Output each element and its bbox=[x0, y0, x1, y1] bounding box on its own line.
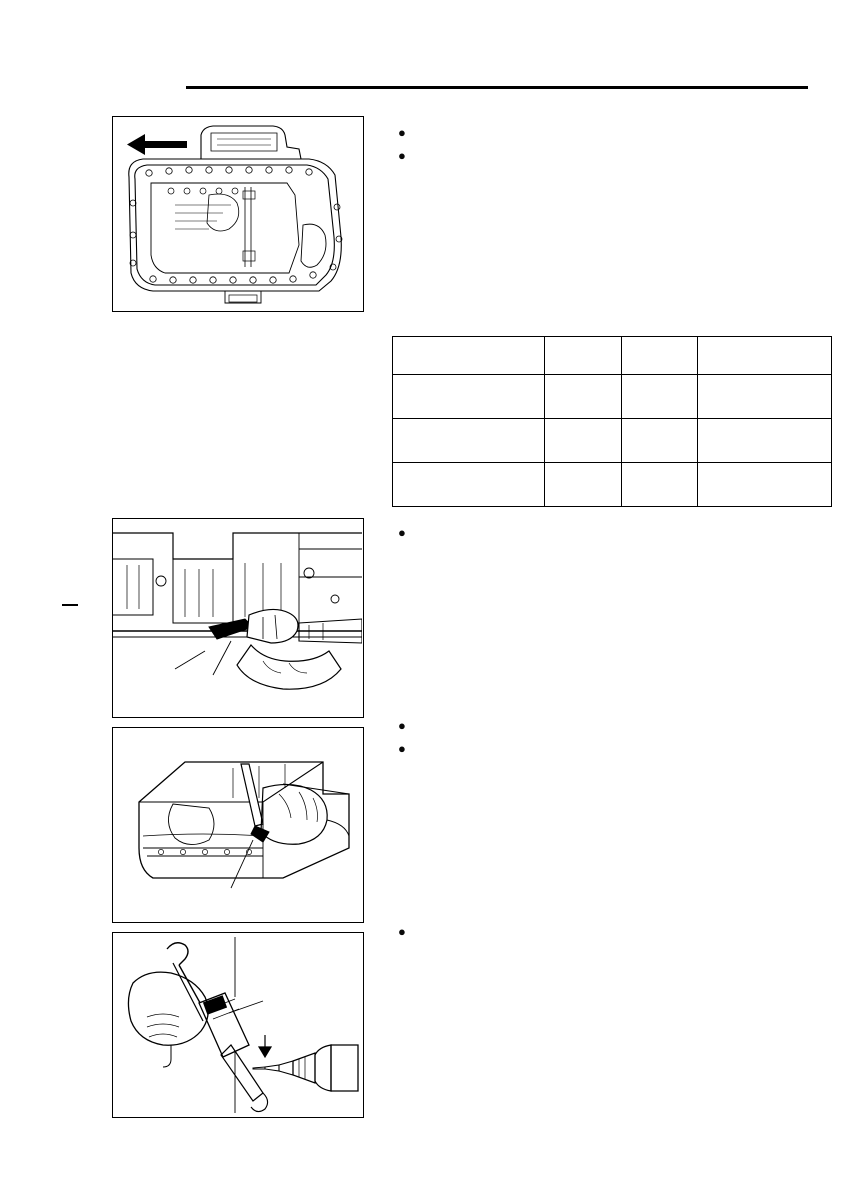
table-row bbox=[393, 375, 832, 419]
cell-bolt-count bbox=[622, 463, 698, 507]
bullet-dot-icon: ● bbox=[398, 741, 406, 756]
bullet-dot-icon: ● bbox=[398, 924, 406, 939]
cell-bolt-count bbox=[622, 375, 698, 419]
th-number-of-bolts bbox=[622, 337, 698, 375]
content-column bbox=[392, 96, 832, 169]
bullet-dot-icon: ● bbox=[398, 148, 406, 163]
margin-tick bbox=[62, 604, 78, 606]
bullet-dot-icon: ● bbox=[398, 125, 406, 140]
figure-oil-pan-bolt-order bbox=[112, 116, 364, 312]
bullet-dot-icon: ● bbox=[398, 525, 406, 540]
point2-bullet-3-text bbox=[414, 741, 832, 757]
table-row bbox=[393, 463, 832, 507]
point1-installation-bullet bbox=[392, 148, 832, 164]
th-installation-position bbox=[393, 337, 545, 375]
front-arrow-icon bbox=[127, 134, 187, 155]
cell-positions bbox=[393, 463, 545, 507]
point2-bullet-3 bbox=[392, 741, 832, 757]
point2-cleaning-column bbox=[392, 718, 832, 757]
cell-torque bbox=[698, 375, 832, 419]
header-rule bbox=[186, 86, 808, 89]
cell-bolt-size bbox=[544, 463, 622, 507]
table-header-row bbox=[393, 337, 832, 375]
table-row bbox=[393, 419, 832, 463]
point1-removal-text bbox=[414, 125, 832, 141]
oil-pan-diagram-svg bbox=[113, 117, 362, 310]
point1-installation-text bbox=[414, 148, 832, 164]
point2-installation-text bbox=[414, 924, 832, 940]
bullet-dot-icon: ● bbox=[398, 718, 406, 733]
point2-bullet-1 bbox=[392, 525, 832, 541]
point2-installation-bullet bbox=[392, 924, 832, 940]
cell-bolt-count bbox=[622, 419, 698, 463]
tightening-torque-table bbox=[392, 336, 832, 507]
point2-installation-column bbox=[392, 921, 832, 940]
cell-bolt-size bbox=[544, 419, 622, 463]
nozzle-svg bbox=[113, 933, 362, 1116]
point2-bullet-1-text bbox=[414, 525, 832, 541]
point2-bullet-2 bbox=[392, 718, 832, 734]
cell-torque bbox=[698, 463, 832, 507]
scraper-svg bbox=[113, 728, 362, 921]
point2-bullet-2-text bbox=[414, 718, 832, 734]
figure-seal-cutter bbox=[112, 518, 364, 718]
cell-positions bbox=[393, 375, 545, 419]
figure-nozzle-cut bbox=[112, 932, 364, 1118]
cell-positions bbox=[393, 419, 545, 463]
seal-cutter-svg bbox=[113, 519, 362, 716]
figure-scraper bbox=[112, 727, 364, 923]
th-bolt-size bbox=[544, 337, 622, 375]
point1-removal-bullet bbox=[392, 125, 832, 141]
section-title bbox=[392, 96, 832, 114]
cell-bolt-size bbox=[544, 375, 622, 419]
cell-torque bbox=[698, 419, 832, 463]
point2-column bbox=[392, 518, 832, 541]
table-body bbox=[393, 375, 832, 507]
table-header bbox=[393, 337, 832, 375]
th-tightening-torque bbox=[698, 337, 832, 375]
